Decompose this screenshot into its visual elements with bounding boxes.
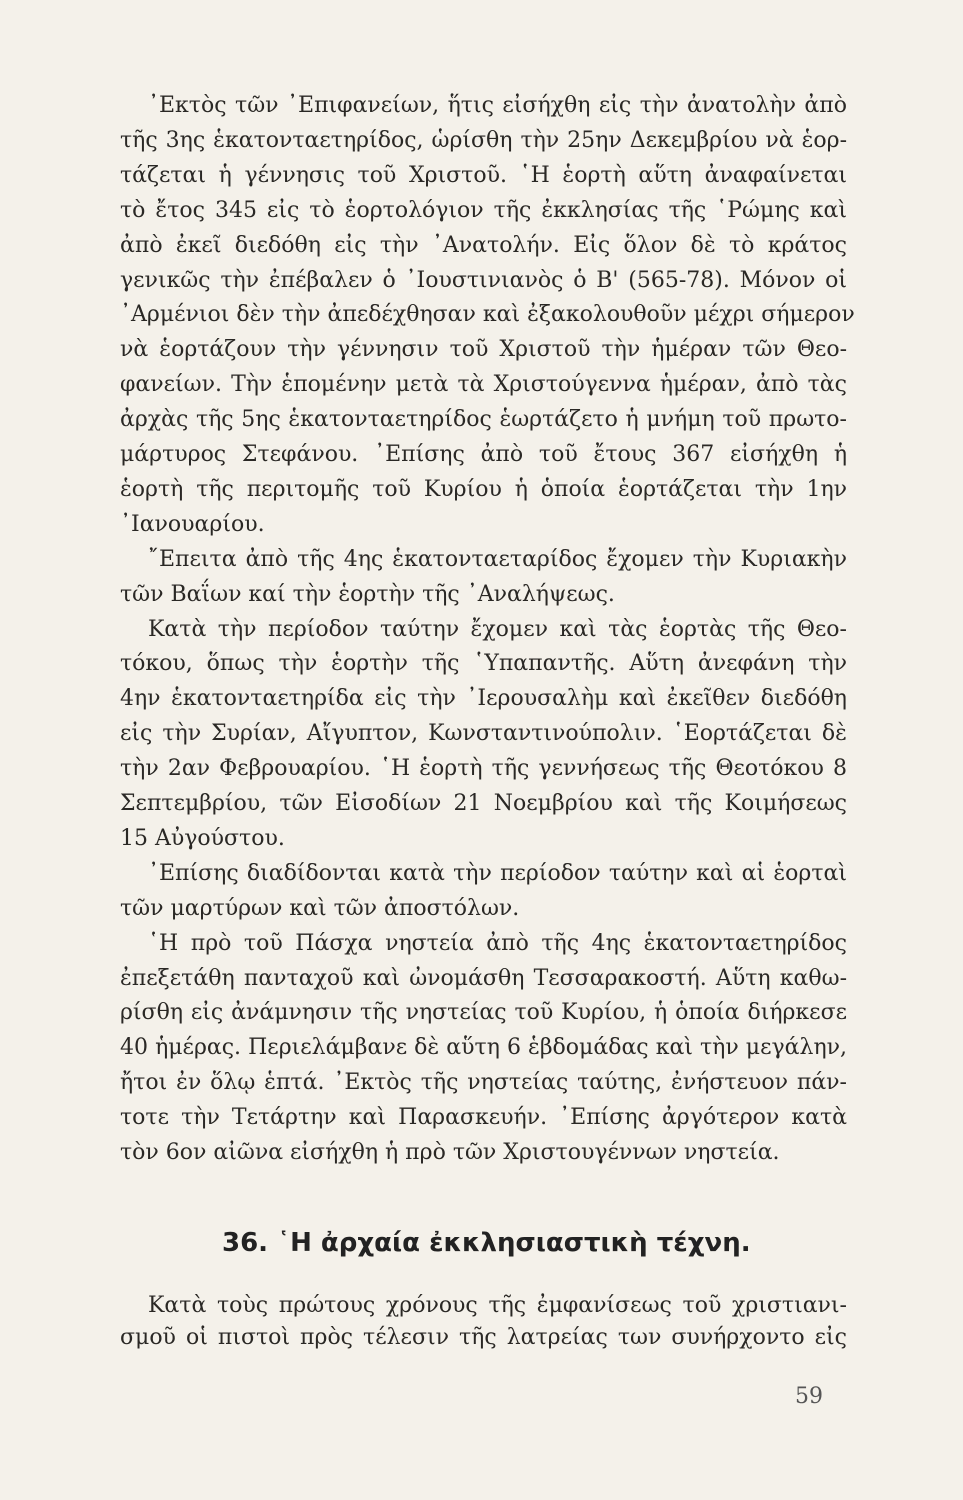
text-line: ἀρχὰς τῆς 5ης ἑκατονταετηρίδος ἑωρτάζετο ἡ μνήμη τοῦ πρωτο- [120,407,847,433]
text-line: γενικῶς τὴν ἐπέβαλεν ὁ ᾿Ιουστινιανὸς ὁ Β' (565-78). Μόνον οἱ [120,267,847,293]
text-line: τῆς 3ης ἑκατονταετηρίδος, ὡρίσθη τὴν 25ην Δεκεμβρίου νὰ ἑορ- [120,127,847,153]
text-line: τάζεται ἡ γέννησις τοῦ Χριστοῦ. ῾Η ἑορτὴ αὕτη ἀναφαίνεται [120,162,847,188]
text-line: τόκου, ὅπως τὴν ἑορτὴν τῆς ῾Υπαπαντῆς. Αὕτη ἀνεφάνη τὴν [120,651,847,677]
text-line: ἀπὸ ἐκεῖ διεδόθη εἰς τὴν ᾿Ανατολήν. Εἰς ὅλον δὲ τὸ κράτος [120,232,847,258]
text-line: ᾿Επίσης διαδίδονται κατὰ τὴν περίοδον ταύτην καὶ αἱ ἑορταὶ [148,860,847,886]
text-line: Κατὰ τὴν περίοδον ταύτην ἔχομεν καὶ τὰς ἑορτὰς τῆς Θεο- [148,616,847,642]
text-line: ρίσθη εἰς ἀνάμνησιν τῆς νηστείας τοῦ Κυρίου, ἡ ὁποία διήρκεσε [120,1000,847,1026]
text-line: ῎Επειτα ἀπὸ τῆς 4ης ἑκατονταεταρίδος ἔχομεν τὴν Κυριακὴν [148,546,847,572]
text-line: εἰς τὴν Συρίαν, Αἴγυπτον, Κωνσταντινούπολιν. ῾Εορτάζεται δὲ [120,721,847,747]
text-line: Σεπτεμβρίου, τῶν Εἰσοδίων 21 Νοεμβρίου καὶ τῆς Κοιμήσεως [120,791,847,816]
text-line: ᾿Εκτὸς τῶν ᾿Επιφανείων, ἥτις εἰσήχθη εἰς τὴν ἀνατολὴν ἀπὸ [148,93,847,118]
section-heading: 36. ῾Η ἀρχαία ἐκκλησιαστικὴ τέχνη. [222,1228,751,1258]
text-line: ῾Η πρὸ τοῦ Πάσχα νηστεία ἀπὸ τῆς 4ης ἑκατονταετηρίδος [148,930,847,956]
text-line: ᾿Αρμένιοι δὲν τὴν ἀπεδέχθησαν καὶ ἐξακολουθοῦν μέχρι σήμερον [120,302,855,328]
text-line: ἑορτὴ τῆς περιτομῆς τοῦ Κυρίου ἡ ὁποία ἑορτάζεται τὴν 1ην [120,476,847,502]
text-line: τῶν μαρτύρων καὶ τῶν ἀποστόλων. [120,895,520,921]
text-line: τὸ ἔτος 345 εἰς τὸ ἑορτολόγιον τῆς ἐκκλησίας τῆς ῾Ρώμης καὶ [120,197,847,223]
page-number: 59 [795,1384,823,1409]
text-line: 40 ἡμέρας. Περιελάμβανε δὲ αὕτη 6 ἑβδομάδας καὶ τὴν μεγάλην, [120,1035,847,1061]
text-line: σμοῦ οἱ πιστοὶ πρὸς τέλεσιν τῆς λατρείας των συνήρχοντο εἰς [120,1325,847,1350]
text-line: τῶν Βαΐων καί τὴν ἑορτὴν τῆς ᾿Αναλήψεως. [120,581,615,607]
text-line: ἐπεξετάθη πανταχοῦ καὶ ὠνομάσθη Τεσσαρακοστή. Αὕτη καθω- [120,965,847,991]
text-line: 4ην ἑκατονταετηρίδα εἰς τὴν ᾿Ιερουσαλὴμ καὶ ἐκεῖθεν διεδόθη [120,686,847,712]
text-line: μάρτυρος Στεφάνου. ᾿Επίσης ἀπὸ τοῦ ἔτους 367 εἰσήχθη ἡ [120,442,847,467]
text-line: φανείων. Τὴν ἑπομένην μετὰ τὰ Χριστούγεννα ἡμέραν, ἀπὸ τὰς [120,372,847,398]
text-line: ᾿Ιανουαρίου. [120,511,265,537]
text-line: ἤτοι ἐν ὅλῳ ἑπτά. ᾿Εκτὸς τῆς νηστείας ταύτης, ἐνήστευον πάν- [120,1070,847,1096]
text-line: τοτε τὴν Τετάρτην καὶ Παρασκευήν. ᾿Επίσης ἀργότερον κατὰ [120,1105,847,1131]
text-line: τὸν 6ον αἰῶνα εἰσήχθη ἡ πρὸ τῶν Χριστουγέννων νηστεία. [120,1140,780,1165]
text-line: τὴν 2αν Φεβρουαρίου. ῾Η ἑορτὴ τῆς γεννήσεως τῆς Θεοτόκου 8 [120,756,847,782]
text-line: Κατὰ τοὺς πρώτους χρόνους τῆς ἐμφανίσεως τοῦ χριστιανι- [148,1293,847,1318]
text-line: νὰ ἑορτάζουν τὴν γέννησιν τοῦ Χριστοῦ τὴν ἡμέραν τῶν Θεο- [120,337,847,363]
text-line: 15 Αὐγούστου. [120,825,285,851]
